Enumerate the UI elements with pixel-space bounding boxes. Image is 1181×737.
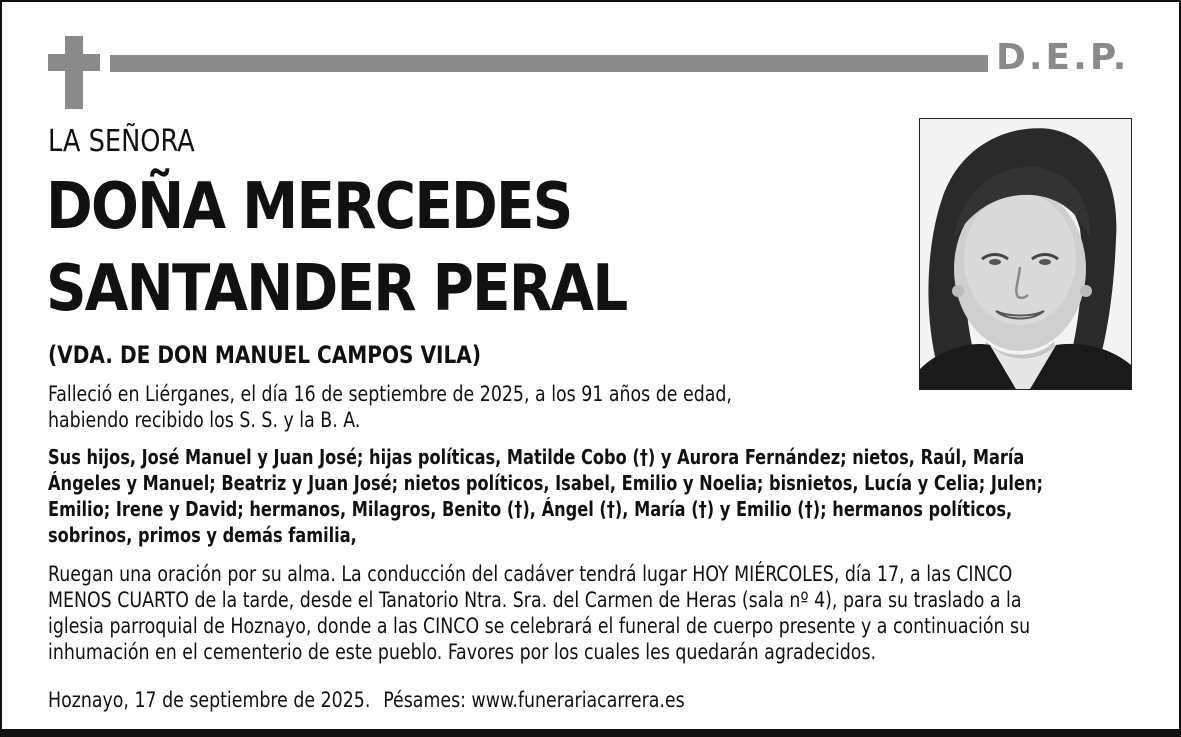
family-line: sobrinos, primos y demás familia, <box>48 523 357 547</box>
portrait-photo <box>919 118 1132 390</box>
family-line: Sus hijos, José Manuel y Juan José; hijas políticas, Matilde Cobo (†) y Aurora Fernández; nietos, Raúl, María <box>48 445 1025 469</box>
death-notice-line: Falleció en Liérganes, el día 16 de septiembre de 2025, a los 91 años de edad, <box>48 382 732 406</box>
header-rule <box>110 55 988 72</box>
portrait-image <box>920 119 1131 389</box>
cross-icon-bar <box>48 54 100 71</box>
ceremony-line: Ruegan una oración por su alma. La conducción del cadáver tendrá lugar HOY MIÉRCOLES, día 17, a las CINCO <box>48 562 1013 586</box>
family-line: Emilio; Irene y David; hermanos, Milagros, Benito (†), Ángel (†), María (†) y Emilio (†); hermanos políticos, <box>48 497 1013 521</box>
dep-label: D.E.P. <box>996 37 1130 78</box>
footer <box>48 687 685 713</box>
cross-icon <box>65 36 83 109</box>
family-list <box>48 444 1043 548</box>
death-notice-line: habiendo recibido los S. S. y la B. A. <box>48 408 361 432</box>
honorific-title: LA SEÑORA <box>48 124 195 159</box>
ceremony-line: iglesia parroquial de Hoznayo, donde a las CINCO se celebrará el funeral de cuerpo presente y a continuación su <box>48 614 1031 638</box>
deceased-name-line-1: DOÑA MERCEDES <box>46 170 572 244</box>
ceremony-line: MENOS CUARTO de la tarde, desde el Tanatorio Ntra. Sra. del Carmen de Heras (sala nº 4), para su traslado a la <box>48 588 1022 612</box>
footer-condolences[interactable]: Pésames: www.funerariacarrera.es <box>383 688 685 712</box>
family-line: Ángeles y Manuel; Beatriz y Juan José; nietos políticos, Isabel, Emilio y Noelia; bisnietos, Lucía y Celia; Julen; <box>48 471 1043 495</box>
death-notice <box>48 381 732 433</box>
deceased-name-line-2: SANTANDER PERAL <box>46 252 627 326</box>
ceremony-line: inhumación en el cementerio de este pueblo. Favores por los cuales les quedarán agradecidos. <box>48 640 877 664</box>
ceremony-details <box>48 561 1030 665</box>
widow-of: (VDA. DE DON MANUEL CAMPOS VILA) <box>48 341 482 369</box>
footer-place-date: Hoznayo, 17 de septiembre de 2025. <box>48 688 371 712</box>
